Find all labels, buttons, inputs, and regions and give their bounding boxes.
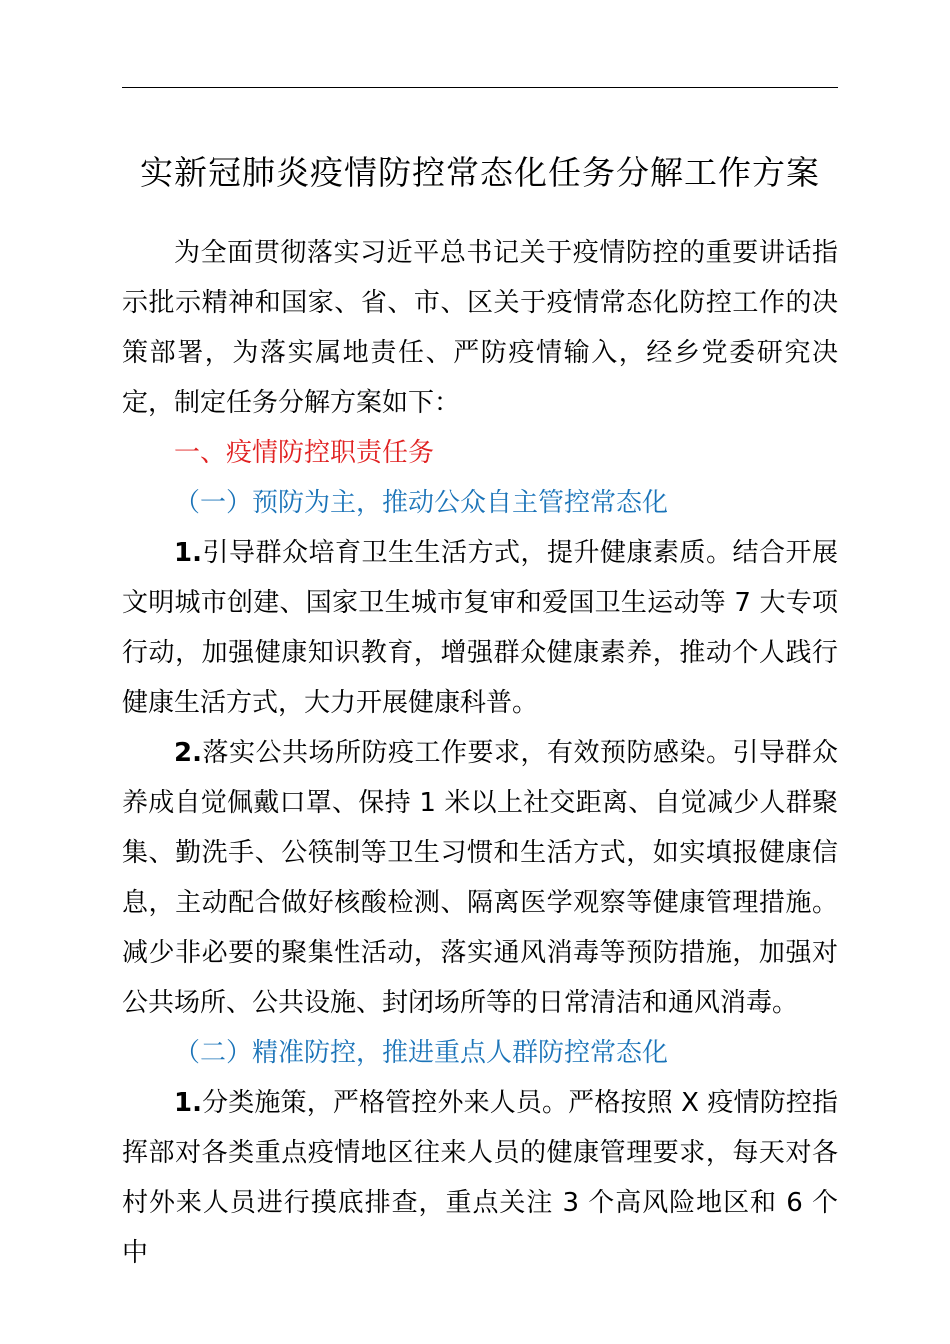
- document-body: [122, 228, 838, 1278]
- list-item: [122, 528, 838, 728]
- item-text: 引导群众培育卫生生活方式，提升健康素质。结合开展文明城市创建、国家卫生城市复审和爱国卫生运动等 7 大专项行动，加强健康知识教育，增强群众健康素养，推动个人践行健康生活方式，大力开展健康科普。: [122, 538, 838, 718]
- section-heading-1: 一、疫情防控职责任务: [174, 438, 435, 468]
- subsection-heading-2: （二）精准防控，推进重点人群防控常态化: [174, 1038, 669, 1068]
- item-text: 落实公共场所防疫工作要求，有效预防感染。引导群众养成自觉佩戴口罩、保持 1 米以上社交距离、自觉减少人群聚集、勤洗手、公筷制等卫生习惯和生活方式，如实填报健康信息，主动配合做好核酸检测、隔离医学观察等健康管理措施。减少非必要的聚集性活动，落实通风消毒等预防措施，加强对公共场所、公共设施、封闭场所等的日常清洁和通风消毒。: [122, 738, 838, 1018]
- item-number: 1.: [174, 538, 202, 568]
- document-title: 实新冠肺炎疫情防控常态化任务分解工作方案: [140, 153, 820, 192]
- list-item: [122, 728, 838, 1028]
- list-item: [122, 1078, 838, 1278]
- intro-paragraph: 为全面贯彻落实习近平总书记关于疫情防控的重要讲话指示批示精神和国家、省、市、区关于疫情常态化防控工作的决策部署，为落实属地责任、严防疫情输入，经乡党委研究决定，制定任务分解方案如下：: [122, 238, 838, 418]
- header-rule: [122, 87, 838, 88]
- subsection-heading-1: （一）预防为主，推动公众自主管控常态化: [174, 488, 669, 518]
- item-number: 1.: [174, 1088, 202, 1118]
- item-number: 2.: [174, 738, 202, 768]
- item-text: 分类施策，严格管控外来人员。严格按照 X 疫情防控指挥部对各类重点疫情地区往来人员的健康管理要求，每天对各村外来人员进行摸底排查，重点关注 3 个高风险地区和 6 个中: [122, 1088, 838, 1268]
